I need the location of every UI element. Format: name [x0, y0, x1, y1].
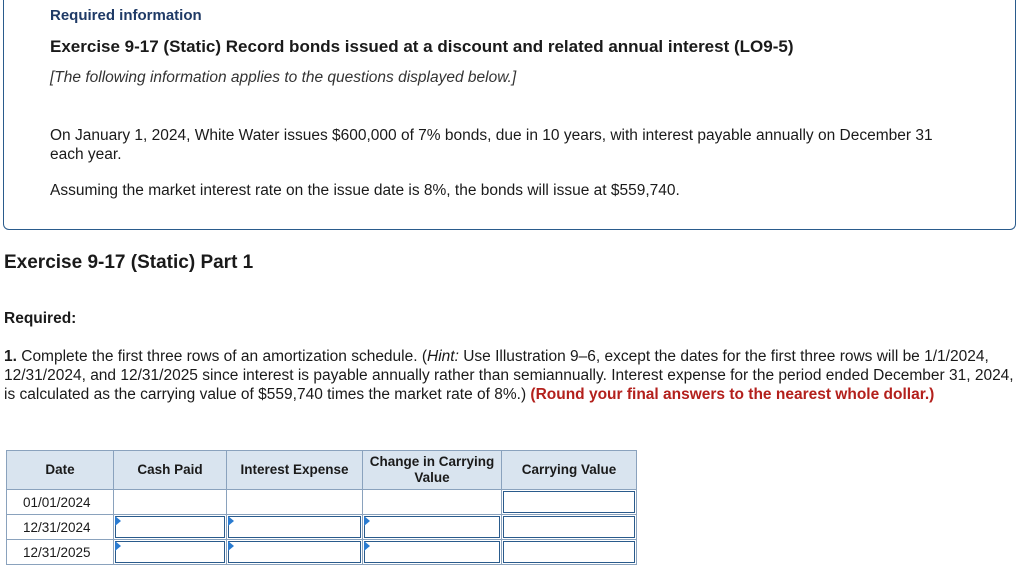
cash-paid-cell — [114, 515, 227, 540]
change-carrying-value-input-row3[interactable] — [364, 541, 500, 563]
instruction-text-a: Complete the first three rows of an amortization schedule. ( — [16, 348, 428, 365]
carrying-value-cell — [502, 540, 637, 565]
required-information-heading: Required information — [50, 7, 202, 24]
exercise-title: Exercise 9-17 (Static) Record bonds issued at a discount and related annual interest (LO9-5) — [50, 37, 794, 56]
required-label: Required: — [4, 310, 77, 327]
cash-paid-input-row2[interactable] — [115, 516, 225, 538]
interest-expense-cell — [227, 490, 363, 515]
hint-label: Hint: — [427, 348, 459, 365]
rounding-note: (Round your final answers to the nearest whole dollar.) — [530, 386, 935, 403]
part-title: Exercise 9-17 (Static) Part 1 — [4, 252, 254, 273]
header-change-in-carrying-value: Change in Carrying Value — [363, 451, 502, 490]
carrying-value-input-row1[interactable] — [503, 491, 635, 513]
cash-paid-cell — [114, 490, 227, 515]
problem-statement: On January 1, 2024, White Water issues $600,000 of 7% bonds, due in 10 years, with interest payable annually on December 31 each year. — [50, 127, 933, 163]
header-date: Date — [7, 451, 114, 490]
carrying-value-cell — [502, 490, 637, 515]
row-date: 12/31/2025 — [7, 540, 114, 565]
table-row — [7, 515, 637, 540]
cash-paid-input-row3[interactable] — [115, 541, 225, 563]
header-cash-paid: Cash Paid — [114, 451, 227, 490]
cash-paid-cell — [114, 540, 227, 565]
interest-expense-input-row2[interactable] — [228, 516, 361, 538]
table-row — [7, 540, 637, 565]
change-carrying-value-cell — [363, 515, 502, 540]
interest-expense-cell — [227, 515, 363, 540]
market-rate-statement: Assuming the market interest rate on the issue date is 8%, the bonds will issue at $559,740. — [50, 182, 680, 199]
interest-expense-input-row3[interactable] — [228, 541, 361, 563]
row-date: 12/31/2024 — [7, 515, 114, 540]
interest-expense-cell — [227, 540, 363, 565]
change-carrying-value-cell — [363, 540, 502, 565]
table-header-row — [7, 451, 637, 490]
table-row — [7, 490, 637, 515]
instruction-number: 1. — [4, 348, 17, 365]
carrying-value-input-row2[interactable] — [503, 516, 635, 538]
row-date: 01/01/2024 — [7, 490, 114, 515]
instruction-text-b: Use Illustration 9–6, except the dates for the first three rows will be 1/1/2024, 12/31/2024, and 12/31/2025 since interest is payable annually rather than semiannually. Interest expense for the period ended December 31, 2024, is calculated as the carrying value of $559,740 times the market rate of 8%.) — [4, 348, 1014, 403]
instructions — [4, 347, 1016, 404]
exercise-note: [The following information applies to the questions displayed below.] — [50, 69, 517, 86]
header-interest-expense: Interest Expense — [227, 451, 363, 490]
carrying-value-cell — [502, 515, 637, 540]
change-carrying-value-cell — [363, 490, 502, 515]
header-carrying-value: Carrying Value — [502, 451, 637, 490]
amortization-table — [6, 450, 637, 565]
carrying-value-input-row3[interactable] — [503, 541, 635, 563]
change-carrying-value-input-row2[interactable] — [364, 516, 500, 538]
